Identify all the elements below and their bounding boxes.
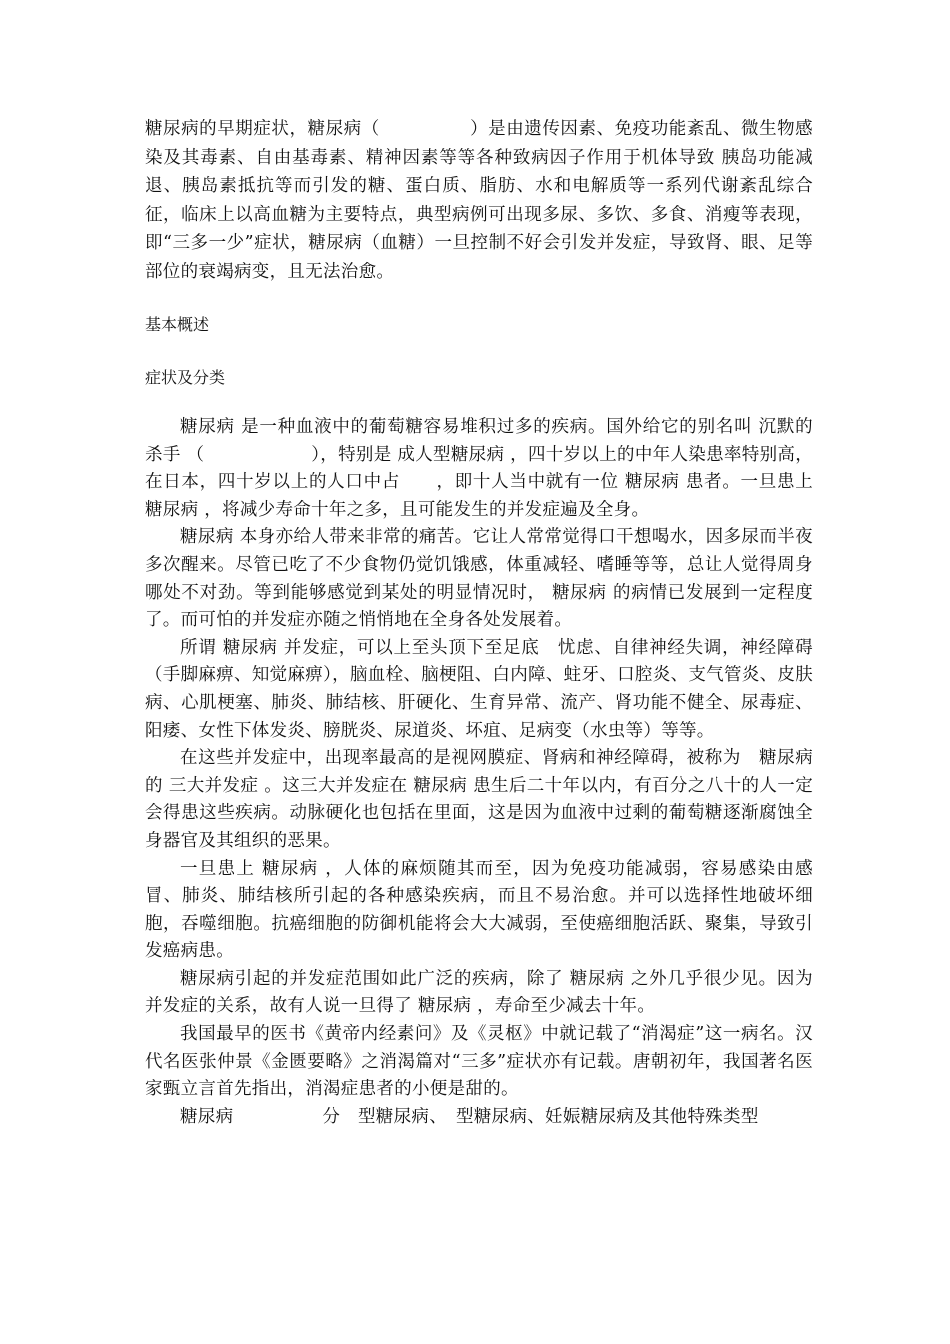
body-paragraph: 一旦患上 糖尿病 ，人体的麻烦随其而至，因为免疫功能减弱，容易感染由感冒、肺炎、肺结核所引起的各种感染疾病，而且不易治愈。并可以选择性地破坏细胞，吞噬细胞。抗癌细胞的防御机能将会大大减弱，至使癌细胞活跃、聚集，导致引发癌病患。 [145,858,813,962]
body-paragraph: 糖尿病 分 型糖尿病、 型糖尿病、妊娠糖尿病及其他特殊类型 [180,1106,759,1127]
body-paragraph: 在这些并发症中，出现率最高的是视网膜症、肾病和神经障碍，被称为 糖尿病 的 三大并发症 。这三大并发症在 糖尿病 患生后二十年以内，有百分之八十的人一定会得患这些疾病。动脉硬化也包括在里面，这是因为血液中过剩的葡萄糖逐渐腐蚀全身器官及其组织的恶果。 [145,748,813,851]
body-paragraph: 所谓 糖尿病 并发症，可以上至头顶下至足底 忧虑、自律神经失调，神经障碍（手脚麻痹、知觉麻痹），脑血栓、脑梗阻、白内障、蛀牙、口腔炎、支气管炎、皮肤病、心肌梗塞、肺炎、肺结核、肝硬化、生育异常、流产、肾功能不健全、尿毒症、阳痿、女性下体发炎、膀胱炎、尿道炎、坏疽、足病变（水虫等）等等。 [145,637,813,741]
section-heading-overview: 基本概述 [145,315,210,334]
intro-paragraph: 糖尿病的早期症状，糖尿病（ ）是由遗传因素、免疫功能紊乱、微生物感染及其毒素、自由基毒素、精神因素等等各种致病因子作用于机体导致 胰岛功能减退、胰岛素抵抗等而引发的糖、蛋白质、脂肪、水和电解质等一系列代谢紊乱综合征，临床上以高血糖为主要特点，典型病例可出现多尿、多饮、多食、消瘦等表现，即“三多一少”症状，糖尿病（血糖）一旦控制不好会引发并发症，导致肾、眼、足等部位的衰竭病变，且无法治愈。 [145,119,813,282]
body-paragraph: 糖尿病引起的并发症范围如此广泛的疾病，除了 糖尿病 之外几乎很少见。因为并发症的关系，故有人说一旦得了 糖尿病 ，寿命至少减去十年。 [145,968,813,1017]
body-text [145,414,813,1131]
body-paragraph: 糖尿病 是一种血液中的葡萄糖容易堆积过多的疾病。国外给它的别名叫 沉默的杀手 （ ），特别是 成人型糖尿病 ，四十岁以上的中年人染患率特别高，在日本，四十岁以上的人口中占 ，即十人当中就有一位 糖尿病 患者。一旦患上 糖尿病 ，将减少寿命十年之多，且可能发生的并发症遍及全身。 [145,417,813,520]
section-heading-symptoms: 症状及分类 [145,368,226,387]
body-paragraph: 糖尿病 本身亦给人带来非常的痛苦。它让人常常觉得口干想喝水，因多尿而半夜多次醒来。尽管已吃了不少食物仍觉饥饿感，体重减轻、嗜睡等等，总让人觉得周身哪处不对劲。等到能够感觉到某处的明显情况时， 糖尿病 的病情已发展到一定程度了。而可怕的并发症亦随之悄悄地在全身各处发展着。 [145,527,813,631]
body-paragraph: 我国最早的医书《黄帝内经素问》及《灵枢》中就记载了“消渴症”这一病名。汉代名医张仲景《金匮要略》之消渴篇对“三多”症状亦有记载。唐朝初年，我国著名医家甄立言首先指出，消渴症患者的小便是甜的。 [145,1024,813,1100]
